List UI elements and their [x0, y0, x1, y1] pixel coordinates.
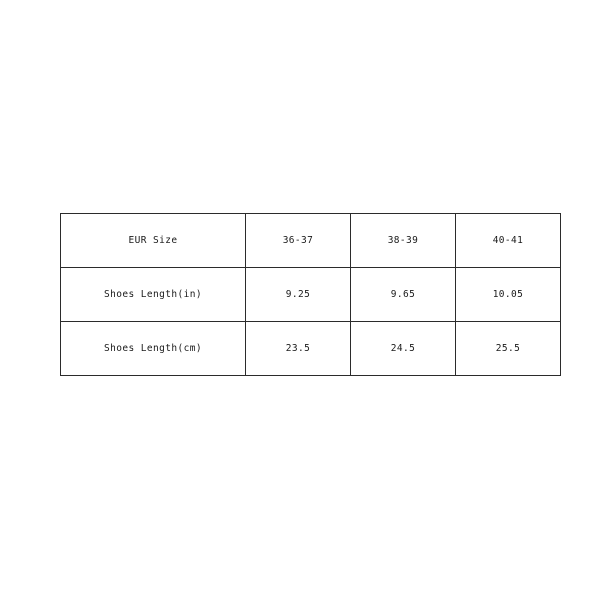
table-row [61, 268, 561, 322]
row-value: 25.5 [456, 322, 561, 376]
table-row [61, 322, 561, 376]
row-value: 36-37 [246, 214, 351, 268]
row-value: 23.5 [246, 322, 351, 376]
row-label: Shoes Length(cm) [61, 322, 246, 376]
row-value: 38-39 [351, 214, 456, 268]
row-label: Shoes Length(in) [61, 268, 246, 322]
size-chart-table [60, 213, 561, 376]
row-value: 40-41 [456, 214, 561, 268]
row-label: EUR Size [61, 214, 246, 268]
size-chart-container [60, 213, 540, 376]
row-value: 24.5 [351, 322, 456, 376]
table-row [61, 214, 561, 268]
row-value: 10.05 [456, 268, 561, 322]
row-value: 9.65 [351, 268, 456, 322]
row-value: 9.25 [246, 268, 351, 322]
